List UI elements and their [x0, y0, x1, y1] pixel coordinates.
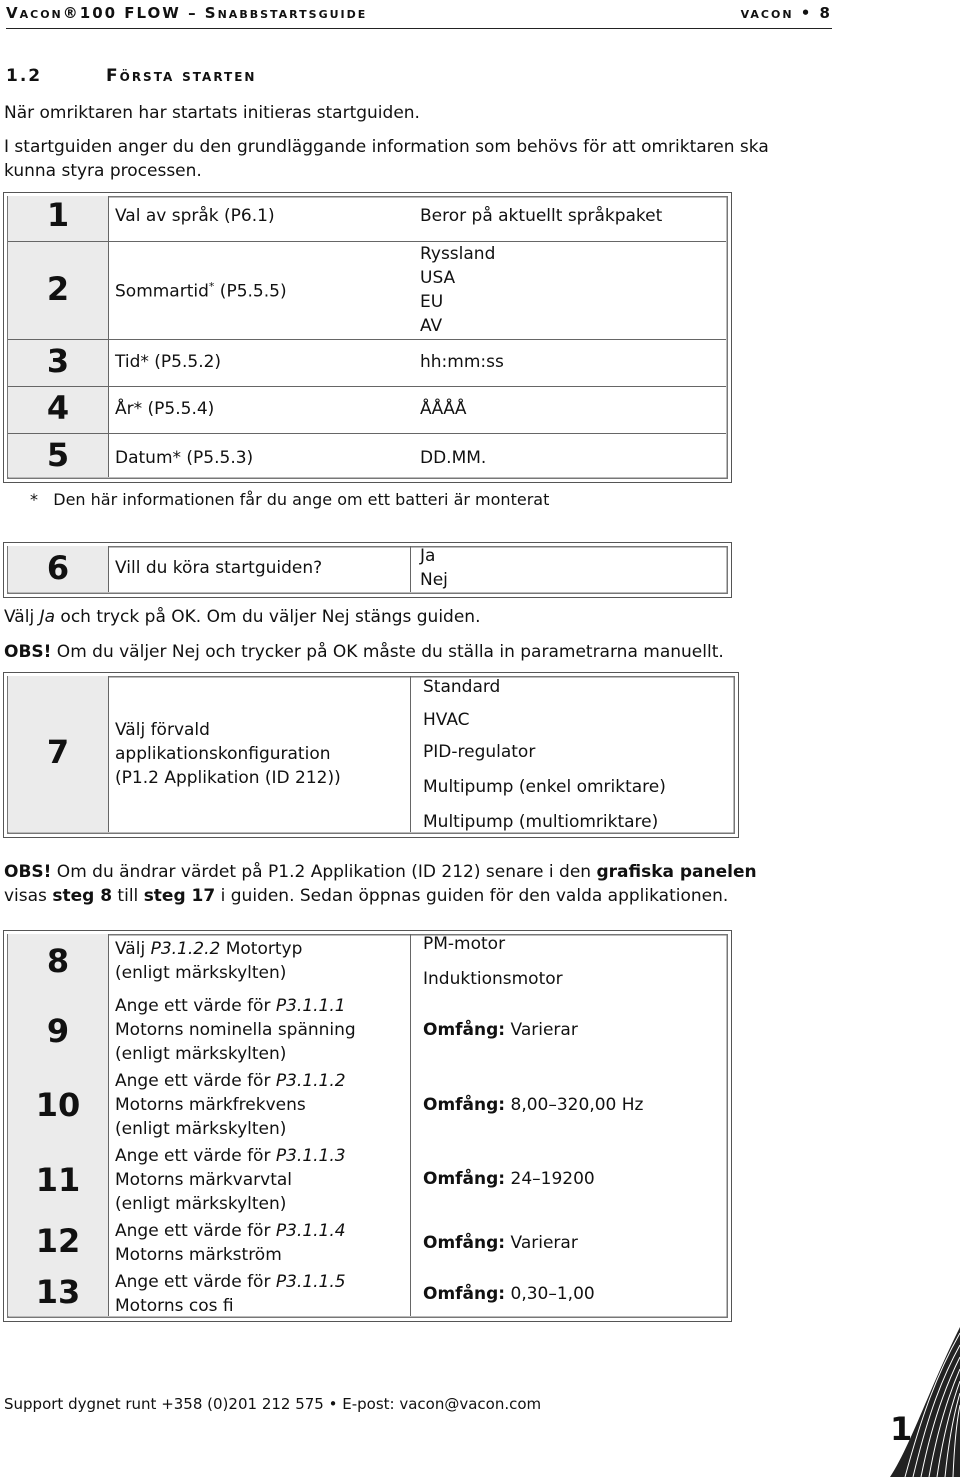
- step-number: 13: [35, 1273, 81, 1311]
- table-motor-data: [3, 930, 732, 1322]
- step-label: Tid* (P5.5.2): [115, 352, 222, 372]
- step-number: 1: [46, 196, 70, 234]
- step-label: (enligt märkskylten): [115, 1119, 287, 1139]
- step-value: Induktionsmotor: [423, 969, 563, 989]
- step-number: 5: [46, 436, 70, 474]
- step-label: Motorns märkström: [115, 1245, 282, 1265]
- step-label: (P1.2 Applikation (ID 212)): [115, 768, 341, 788]
- step-value: USA: [420, 268, 456, 288]
- step-label: Vill du köra startguiden?: [115, 558, 323, 578]
- step-value: Ryssland: [420, 244, 496, 264]
- step-value: Nej: [420, 570, 448, 590]
- header-page-ref: vacon • 8: [740, 4, 832, 22]
- page-header: [6, 2, 832, 29]
- step-label: Välj P3.1.2.2 Motortyp: [115, 939, 303, 959]
- step-value: PM-motor: [423, 934, 506, 954]
- obs-note-2-line-1: OBS! Om du ändrar värdet på P1.2 Applikation (ID 212) senare i den grafiska panelen: [4, 862, 757, 882]
- step-label: Sommartid* (P5.5.5): [115, 280, 287, 302]
- step-value: AV: [420, 316, 443, 336]
- step-value: Omfång: 8,00–320,00 Hz: [423, 1095, 644, 1115]
- step-value: Ja: [420, 546, 436, 566]
- step-label: Motorns märkfrekvens: [115, 1095, 306, 1115]
- step-label: Ange ett värde för P3.1.1.3: [115, 1146, 346, 1166]
- step-number: 4: [46, 389, 70, 427]
- step-value: EU: [420, 292, 444, 312]
- step-number: 10: [35, 1086, 81, 1124]
- intro-line-1: När omriktaren har startats initieras startguiden.: [4, 103, 420, 123]
- section-title: Första starten: [106, 66, 257, 86]
- step-value: Omfång: 24–19200: [423, 1169, 595, 1189]
- step-value: Omfång: Varierar: [423, 1020, 578, 1040]
- table-number-column: [8, 196, 109, 477]
- step-label: Ange ett värde för P3.1.1.5: [115, 1272, 346, 1292]
- step-value: Multipump (enkel omriktare): [423, 777, 666, 797]
- step-number: 2: [46, 270, 70, 308]
- step6-note: Välj Ja och tryck på OK. Om du väljer Nej stängs guiden.: [4, 607, 481, 627]
- step-value: ÅÅÅÅ: [420, 399, 467, 419]
- step-number: 9: [46, 1012, 70, 1050]
- step-number: 12: [35, 1222, 81, 1260]
- page-footer: Support dygnet runt +358 (0)201 212 575 • E-post: vacon@vacon.com: [4, 1395, 542, 1413]
- step-value: Omfång: Varierar: [423, 1233, 578, 1253]
- intro-line-3: kunna styra processen.: [4, 161, 202, 181]
- step-number: 3: [46, 342, 70, 380]
- step-label: Motorns cos fi: [115, 1296, 234, 1316]
- step-label: (enligt märkskylten): [115, 1194, 287, 1214]
- step-value: DD.MM.: [420, 448, 487, 468]
- step-number: 8: [46, 942, 70, 980]
- intro-line-2: I startguiden anger du den grundläggande information som behövs för att omriktaren ska: [4, 137, 769, 157]
- step-label: År* (P5.5.4): [115, 399, 215, 419]
- step-label: Välj förvald: [115, 720, 210, 740]
- step-value: Multipump (multiomriktare): [423, 812, 659, 832]
- table-start-wizard: [3, 542, 732, 598]
- step-value: Standard: [423, 677, 501, 697]
- step-value: HVAC: [423, 710, 470, 730]
- page-number: 1: [890, 1410, 913, 1448]
- step-label: Motorns nominella spänning: [115, 1020, 356, 1040]
- step-value: Omfång: 0,30–1,00: [423, 1284, 595, 1304]
- step-label: Ange ett värde för P3.1.1.1: [115, 996, 346, 1016]
- step-number: 6: [46, 549, 70, 587]
- step-value: PID-regulator: [423, 742, 536, 762]
- obs-note-2-line-2: visas steg 8 till steg 17 i guiden. Sedan öppnas guiden för den valda applikationen.: [4, 886, 729, 906]
- footnote: * Den här informationen får du ange om ett batteri är monterat: [30, 490, 550, 509]
- obs-note-1: OBS! Om du väljer Nej och trycker på OK måste du ställa in parametrarna manuellt.: [4, 642, 724, 662]
- step-label: Ange ett värde för P3.1.1.4: [115, 1221, 346, 1241]
- section-heading: [6, 66, 256, 86]
- step-number: 11: [35, 1161, 81, 1199]
- step-label: (enligt märkskylten): [115, 963, 287, 983]
- corner-swoosh-graphic: [850, 1327, 960, 1477]
- step-number: 7: [46, 733, 70, 771]
- step-label: applikationskonfiguration: [115, 744, 331, 764]
- step-label: Ange ett värde för P3.1.1.2: [115, 1071, 346, 1091]
- section-number: 1.2: [6, 66, 43, 86]
- header-title: Vacon®100 FLOW – Snabbstartsguide: [6, 4, 368, 22]
- step-value: Beror på aktuellt språkpaket: [420, 206, 663, 226]
- step-label: Motorns märkvarvtal: [115, 1170, 293, 1190]
- step-value: hh:mm:ss: [420, 352, 504, 372]
- step-label: (enligt märkskylten): [115, 1044, 287, 1064]
- step-label: Val av språk (P6.1): [115, 206, 275, 226]
- table-basic-settings: [3, 192, 732, 483]
- step-label: Datum* (P5.5.3): [115, 448, 254, 468]
